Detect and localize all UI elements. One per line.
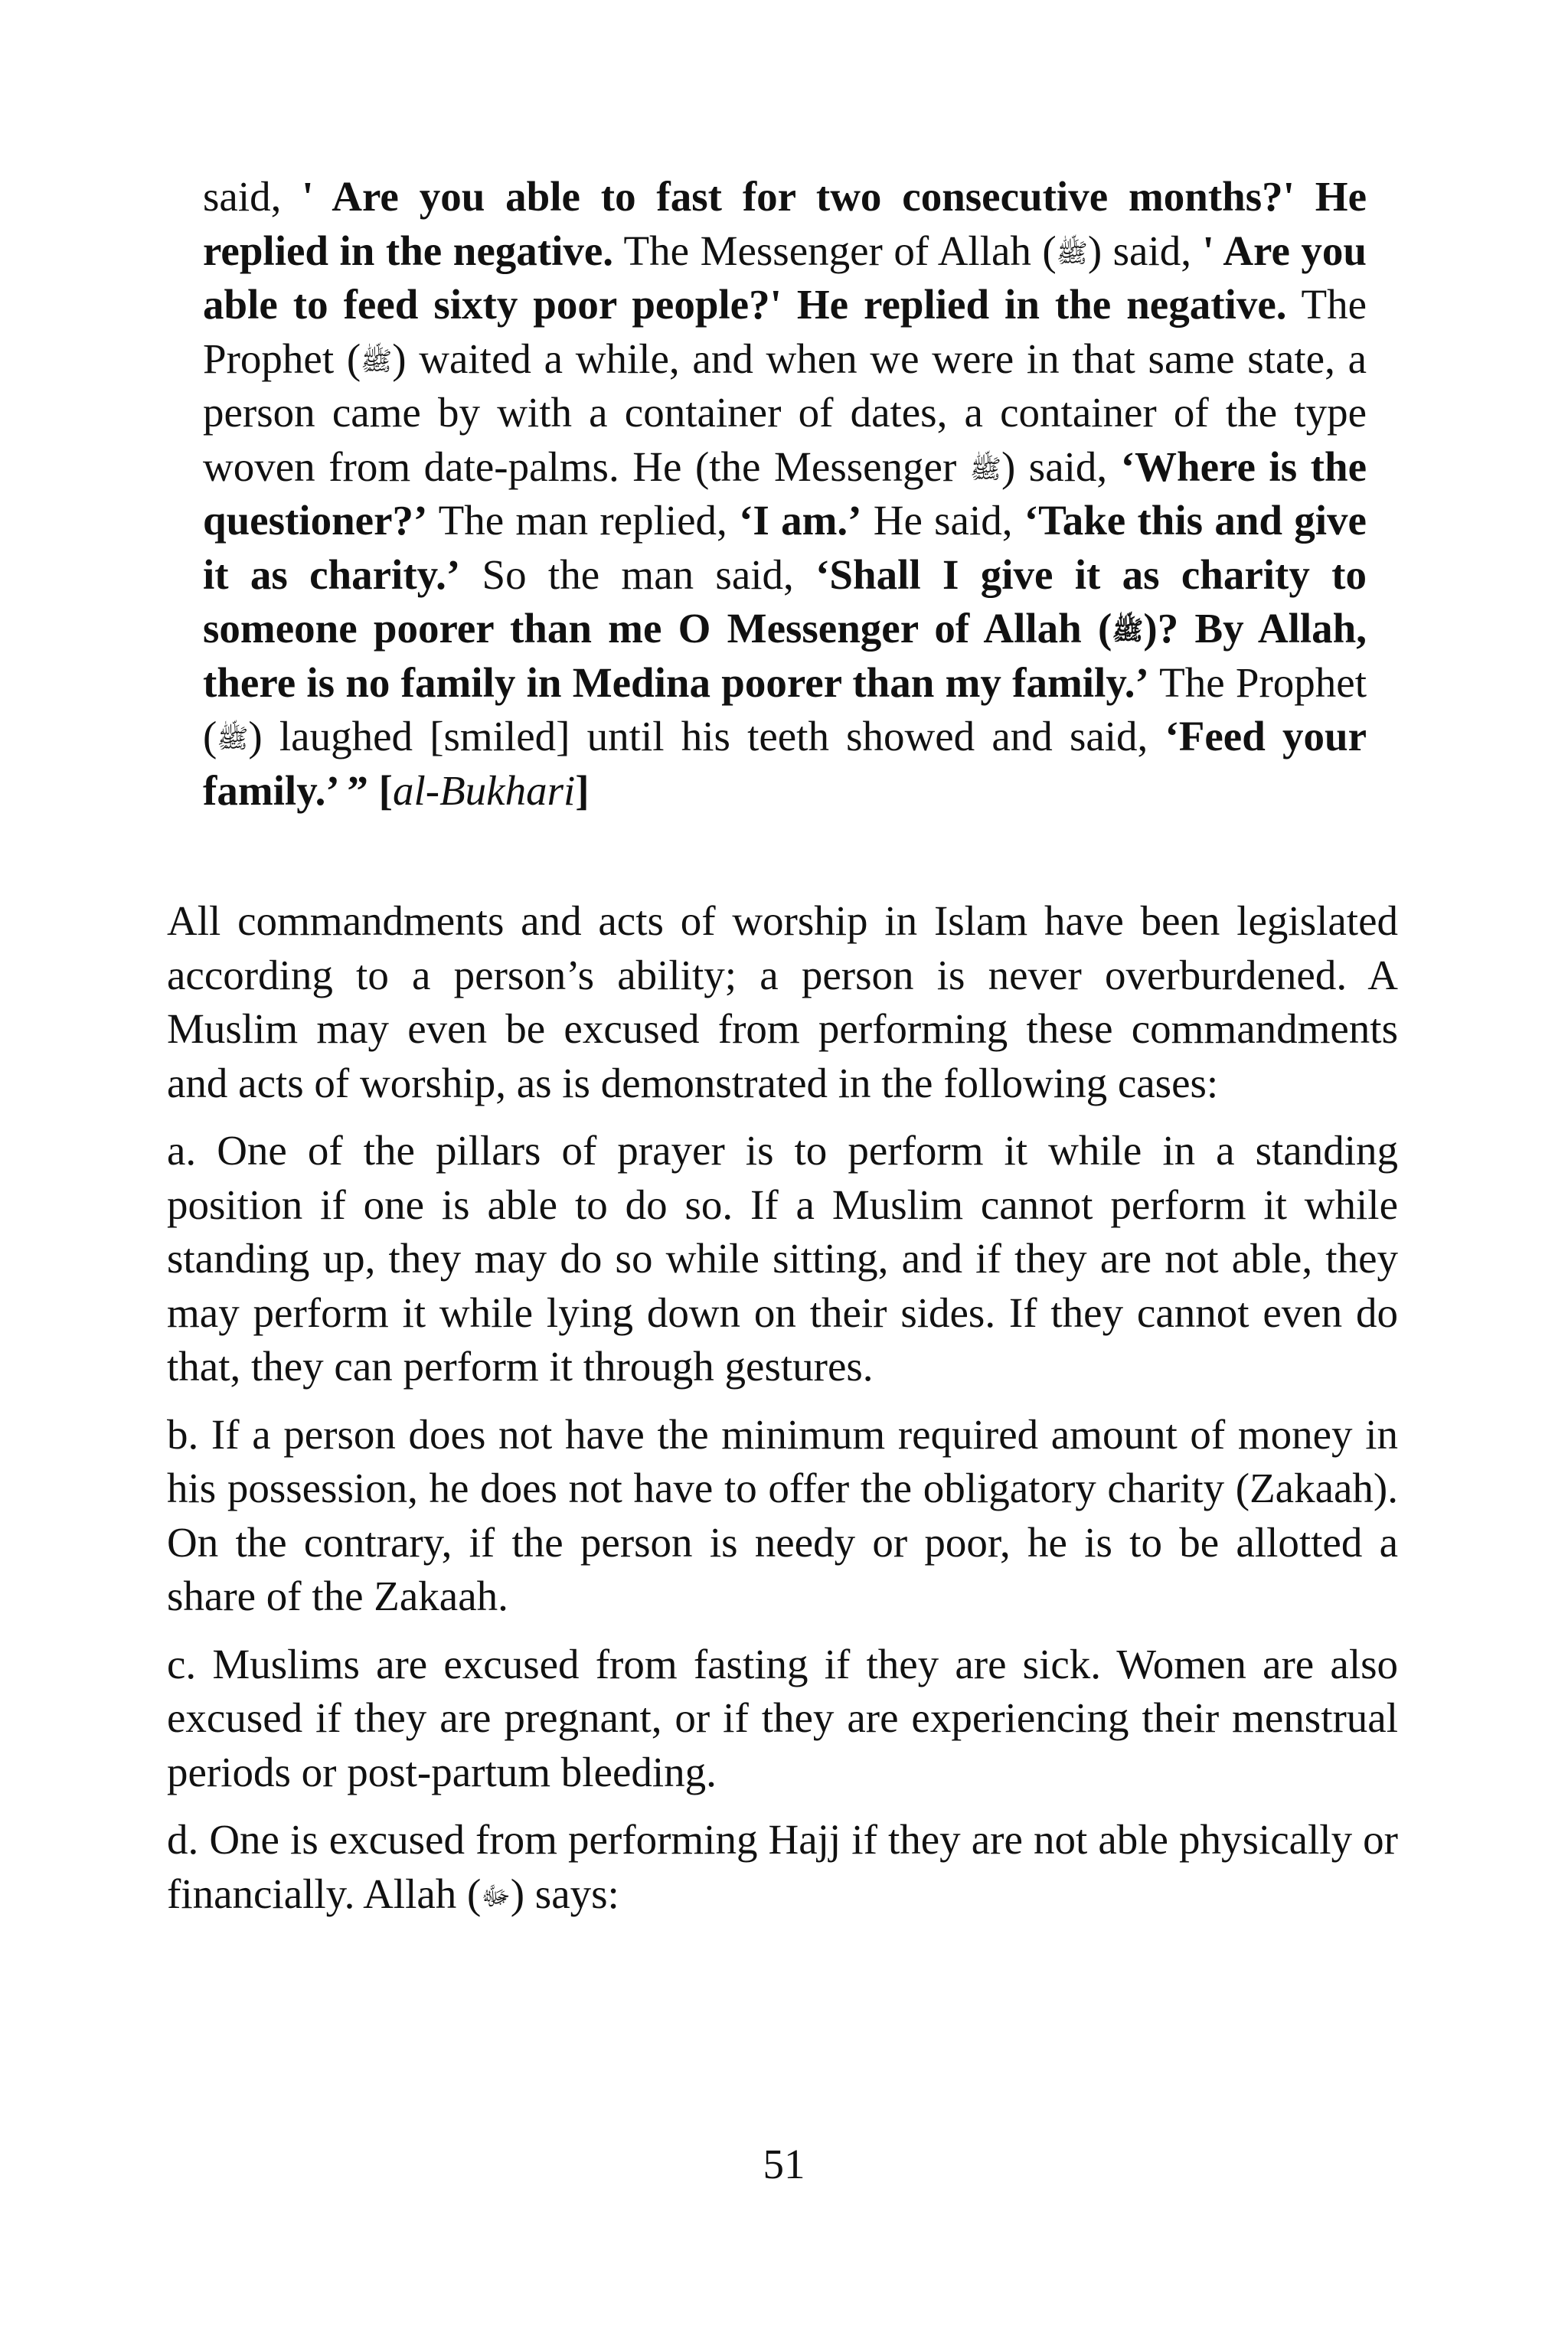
citation-bracket: [ xyxy=(368,766,393,814)
hadith-bold-where-questioner: ‘Where is the questioner?’ xyxy=(203,443,1367,544)
paragraph-case-a: a. One of the pillars of prayer is to perform it while in a standing position if one is able to do so. If a Muslim cannot perform it while standing up, they may do so while sitting, and if they are not able, they may perform it while lying down on their sides. If they cannot even do that, they can perform it through gestures. xyxy=(167,1127,1398,1390)
hadith-quotation xyxy=(203,170,1367,818)
hadith-text: ) waited a while, and when we were in that same state, a person came by with a container of dates, a container of the type woven from date-palms. He (the Messenger xyxy=(203,335,1367,490)
peace-be-upon-him-glyph: ﷺ xyxy=(361,345,393,377)
hadith-text: So the man said, xyxy=(460,550,816,598)
paragraph-case-c: c. Muslims are excused from fasting if they are sick. Women are also excused if they are pregnant, or if they are experiencing their menstrual periods or post-partum bleeding. xyxy=(167,1640,1398,1795)
paragraph-case-d xyxy=(167,1813,1398,1921)
hadith-text: ) said, xyxy=(1001,443,1121,490)
hadith-bold-feed-family: ‘Feed your family.’ ” xyxy=(203,713,1367,814)
page-number: 51 xyxy=(763,2141,805,2187)
paragraph-case-d-text: d. One is excused from performing Hajj if they are not able physically or financially. Allah ( xyxy=(167,1816,1398,1917)
glorified-exalted-glyph: ﷻ xyxy=(481,1880,511,1912)
peace-be-upon-him-glyph: ﷺ xyxy=(969,453,1001,485)
hadith-text: The man replied, xyxy=(427,497,740,544)
body-text xyxy=(167,894,1398,1935)
hadith-text: The Prophet ( xyxy=(203,281,1367,382)
hadith-text: said, xyxy=(203,173,302,220)
hadith-text: ) said, xyxy=(1087,227,1203,274)
hadith-text: ) laughed [smiled] until his teeth showed and said, xyxy=(248,713,1165,760)
hadith-bold-question-feed: ' Are you able to feed sixty poor people?' He replied in the negative. xyxy=(203,227,1367,328)
peace-be-upon-him-glyph: ﷺ xyxy=(217,724,249,754)
paragraph-case-b: b. If a person does not have the minimum required amount of money in his possession, he does not have to offer the obligatory charity (Zakaah). On the contrary, if the person is needy or poor, he is to be allotted a share of the Zakaah. xyxy=(167,1410,1398,1619)
hadith-text: The Prophet ( xyxy=(203,658,1367,760)
hadith-bold-by-allah: )? By Allah, there is no family in Medina poorer than my family.’ xyxy=(203,605,1367,706)
paragraph-case-d-text-end: ) says: xyxy=(510,1870,619,1917)
citation-bracket: ] xyxy=(575,766,590,814)
hadith-text: The Messenger of Allah ( xyxy=(613,227,1057,274)
peace-be-upon-him-glyph: ﷺ xyxy=(1056,237,1088,269)
hadith-text: He said, xyxy=(861,497,1024,544)
hadith-bold-shall-i-give: ‘Shall I give it as charity to someone poorer than me O Messenger of Allah ( xyxy=(203,550,1367,652)
hadith-bold-take-this: ‘Take this and give it as charity.’ xyxy=(203,497,1367,598)
peace-be-upon-him-glyph: ﷺ xyxy=(1112,616,1144,646)
hadith-bold-question-fast: ' Are you able to fast for two consecutive months?' He replied in the negative. xyxy=(203,173,1367,274)
paragraph-intro: All commandments and acts of worship in Islam have been legislated according to a person’s ability; a person is never overburdened. A Muslim may even be excused from performing these commandments and acts of worship, as is demonstrated in the following cases: xyxy=(167,897,1398,1106)
hadith-bold-i-am: ‘I am.’ xyxy=(739,497,862,544)
citation-source: al-Bukhari xyxy=(392,766,576,814)
